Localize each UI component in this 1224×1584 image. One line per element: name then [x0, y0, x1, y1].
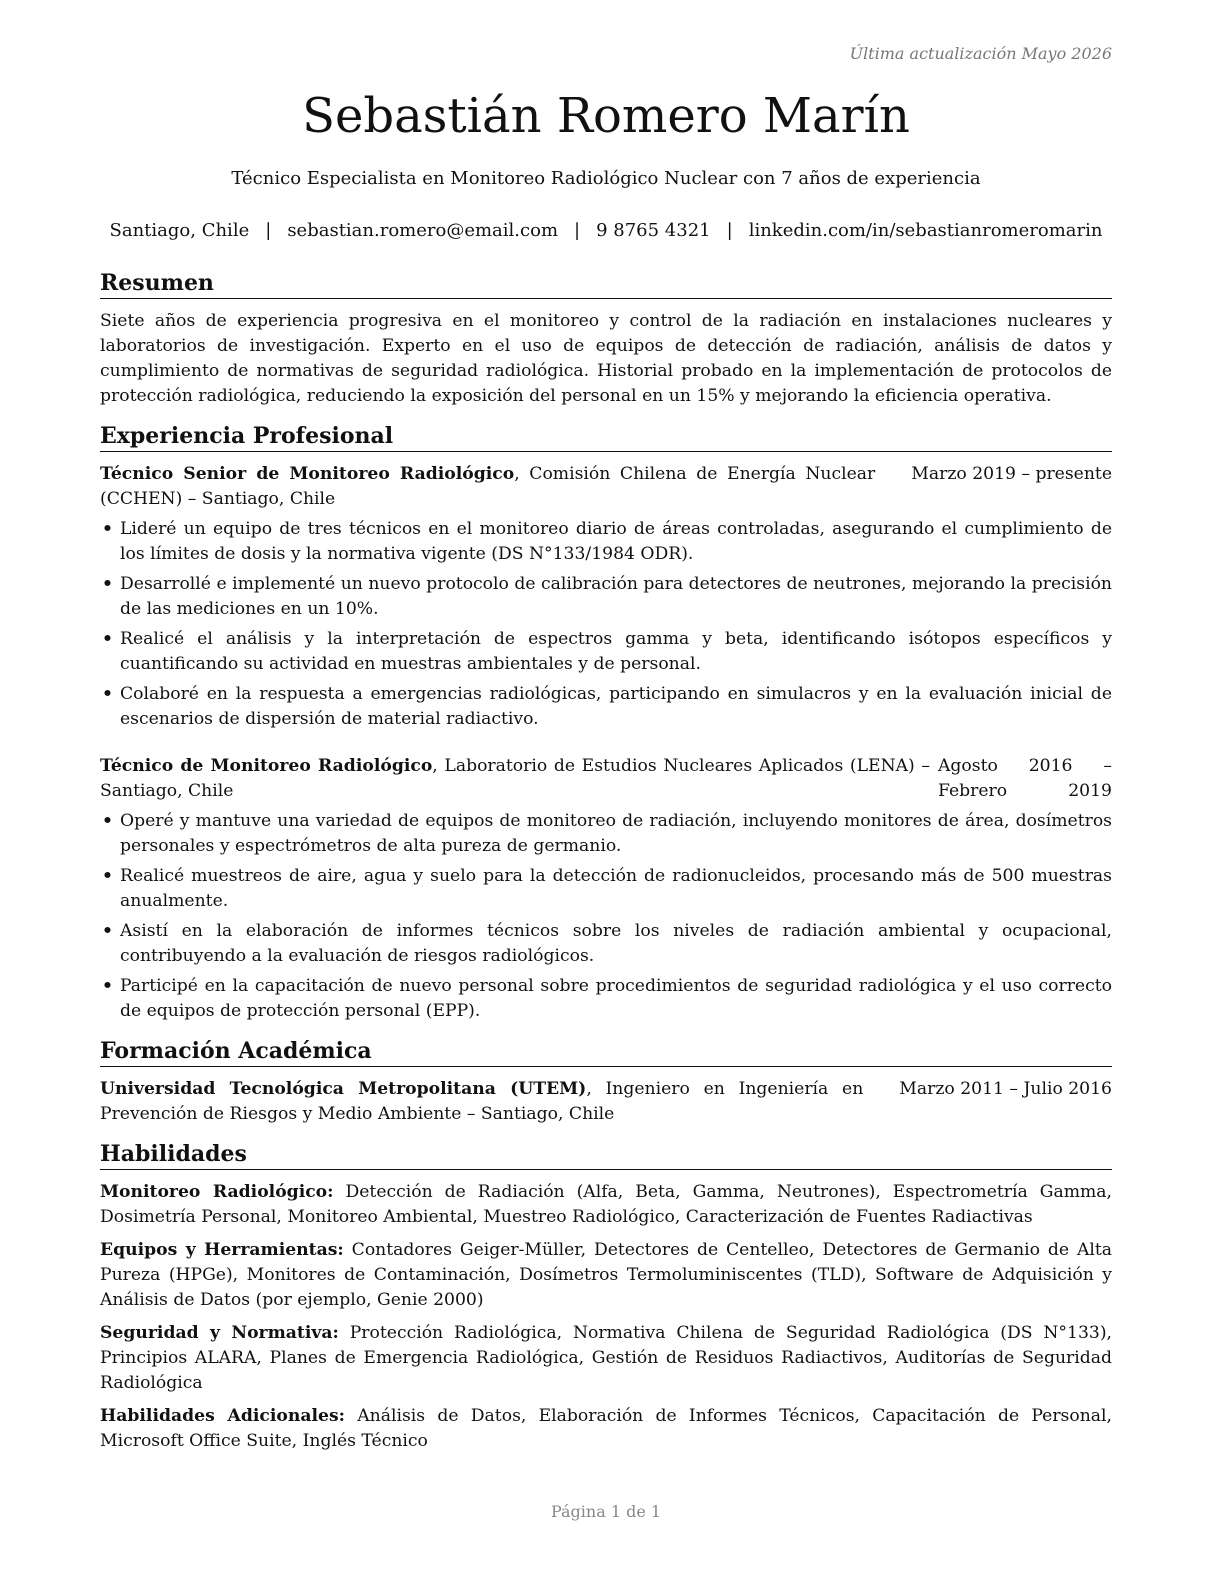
education-entry: [100, 1077, 1112, 1127]
skills-section: [100, 1139, 1112, 1454]
job-dates: Marzo 2019 – presente: [911, 464, 1112, 484]
job-bullets: [100, 517, 1112, 732]
last-updated: Última actualización Mayo 2026: [849, 44, 1112, 63]
job-bullet: • Desarrollé e implementé un nuevo protocolo de calibración para detectores de neutrones, mejorando la precisión de las mediciones en un 10%.: [100, 572, 1112, 622]
job-bullet: • Lideré un equipo de tres técnicos en el monitoreo diario de áreas controladas, asegurando el cumplimiento de los límites de dosis y la normativa vigente (DS N°133/1984 ODR).: [100, 517, 1112, 567]
skill-group-text: Contadores Geiger-Müller, Detectores de Centelleo, Detectores de Germanio de Alta Pureza (HPGe), Monitores de Contaminación, Dosímetros Termoluminiscentes (TLD), Software de Adquisición y Análisis de Datos (por ejemplo, Genie 2000): [100, 1240, 1113, 1310]
skill-group: [100, 1404, 1112, 1454]
skill-group-label: Seguridad y Normativa:: [100, 1323, 339, 1343]
job-bullet: • Colaboré en la respuesta a emergencias radiológicas, participando en simulacros y en la evaluación inicial de escenarios de dispersión de material radiactivo.: [100, 682, 1112, 732]
skill-group-text: Detección de Radiación (Alfa, Beta, Gamma, Neutrones), Espectrometría Gamma, Dosimetría Personal, Monitoreo Ambiental, Muestreo Radiológico, Caracterización de Fuentes Radiactivas: [100, 1182, 1112, 1227]
job-org: , Laboratorio de Estudios Nucleares Aplicados (LENA) – Santiago, Chile: [100, 756, 930, 801]
job-bullet: • Asistí en la elaboración de informes técnicos sobre los niveles de radiación ambiental y ocupacional, contribuyendo a la evaluación de riesgos radiológicos.: [100, 919, 1112, 969]
education-detail: , Ingeniero en Ingeniería en Prevención de Riesgos y Medio Ambiente – Santiago, Chile: [100, 1079, 864, 1124]
page-number: Página 1 de 1: [550, 1502, 662, 1521]
section-title-skills: Habilidades: [100, 1139, 1112, 1170]
skill-group-text: Análisis de Datos, Elaboración de Informes Técnicos, Capacitación de Personal, Microsoft Office Suite, Inglés Técnico: [100, 1406, 1112, 1451]
job-entry: [100, 754, 1112, 1024]
job-title-line: [100, 754, 930, 804]
summary-section: [100, 268, 1112, 409]
contact-location: Santiago, Chile: [109, 220, 250, 241]
resume-content: [100, 268, 1112, 1466]
skill-group: [100, 1180, 1112, 1230]
education-title-line: [100, 1077, 863, 1127]
contact-line: [100, 218, 1112, 244]
contact-linkedin[interactable]: linkedin.com/in/sebastianromeromarin: [748, 220, 1103, 241]
job-org: , Comisión Chilena de Energía Nuclear (CCHEN) – Santiago, Chile: [100, 464, 876, 509]
skill-group: [100, 1321, 1112, 1396]
resume-page: [100, 0, 1112, 1584]
education-institution: Universidad Tecnológica Metropolitana (UTEM): [100, 1079, 587, 1099]
education-dates: Marzo 2011 – Julio 2016: [899, 1079, 1112, 1099]
contact-separator: |: [726, 220, 733, 241]
skill-group-label: Monitoreo Radiológico:: [100, 1182, 334, 1202]
skill-group: [100, 1238, 1112, 1313]
skill-group-text: Protección Radiológica, Normativa Chilena de Seguridad Radiológica (DS N°133), Principios ALARA, Planes de Emergencia Radiológica, Gestión de Residuos Radiactivos, Auditorías de Seguridad Radiológica: [100, 1323, 1113, 1393]
job-bullet: • Participé en la capacitación de nuevo personal sobre procedimientos de seguridad radiológica y el uso correcto de equipos de protección personal (EPP).: [100, 974, 1112, 1024]
contact-separator: |: [574, 220, 581, 241]
candidate-name: Sebastián Romero Marín: [302, 88, 910, 144]
summary-text: Siete años de experiencia progresiva en el monitoreo y control de la radiación en instalaciones nucleares y laboratorios de investigación. Experto en el uso de equipos de detección de radiación, análisis de datos y cumplimiento de normativas de seguridad radiológica. Historial probado en la implementación de protocolos de protección radiológica, reduciendo la exposición del personal en un 15% y mejorando la eficiencia operativa.: [100, 311, 1112, 406]
section-title-summary: Resumen: [100, 268, 1112, 299]
experience-section: [100, 421, 1112, 1024]
job-dates: Agosto 2016 – Febrero 2019: [938, 756, 1112, 801]
job-role: Técnico Senior de Monitoreo Radiológico: [100, 464, 515, 484]
job-header: [100, 462, 1112, 512]
contact-phone: 9 8765 4321: [596, 220, 711, 241]
job-role: Técnico de Monitoreo Radiológico: [100, 756, 433, 776]
skill-group-label: Equipos y Herramientas:: [100, 1240, 344, 1260]
skill-group-label: Habilidades Adicionales:: [100, 1406, 345, 1426]
contact-separator: |: [265, 220, 272, 241]
job-bullet: • Realicé el análisis y la interpretación de espectros gamma y beta, identificando isótopos específicos y cuantificando su actividad en muestras ambientales y de personal.: [100, 627, 1112, 677]
job-title-line: [100, 462, 875, 512]
education-section: [100, 1036, 1112, 1127]
contact-email[interactable]: sebastian.romero@email.com: [287, 220, 559, 241]
job-bullets: [100, 809, 1112, 1024]
job-header: [100, 754, 1112, 804]
job-bullet: • Realicé muestreos de aire, agua y suelo para la detección de radionucleidos, procesando más de 500 muestras anualmente.: [100, 864, 1112, 914]
job-bullet: • Operé y mantuve una variedad de equipos de monitoreo de radiación, incluyendo monitores de área, dosímetros personales y espectrómetros de alta pureza de germanio.: [100, 809, 1112, 859]
section-title-experience: Experiencia Profesional: [100, 421, 1112, 452]
section-title-education: Formación Académica: [100, 1036, 1112, 1067]
job-entry: [100, 462, 1112, 732]
tagline: Técnico Especialista en Monitoreo Radiológico Nuclear con 7 años de experiencia: [231, 168, 981, 189]
